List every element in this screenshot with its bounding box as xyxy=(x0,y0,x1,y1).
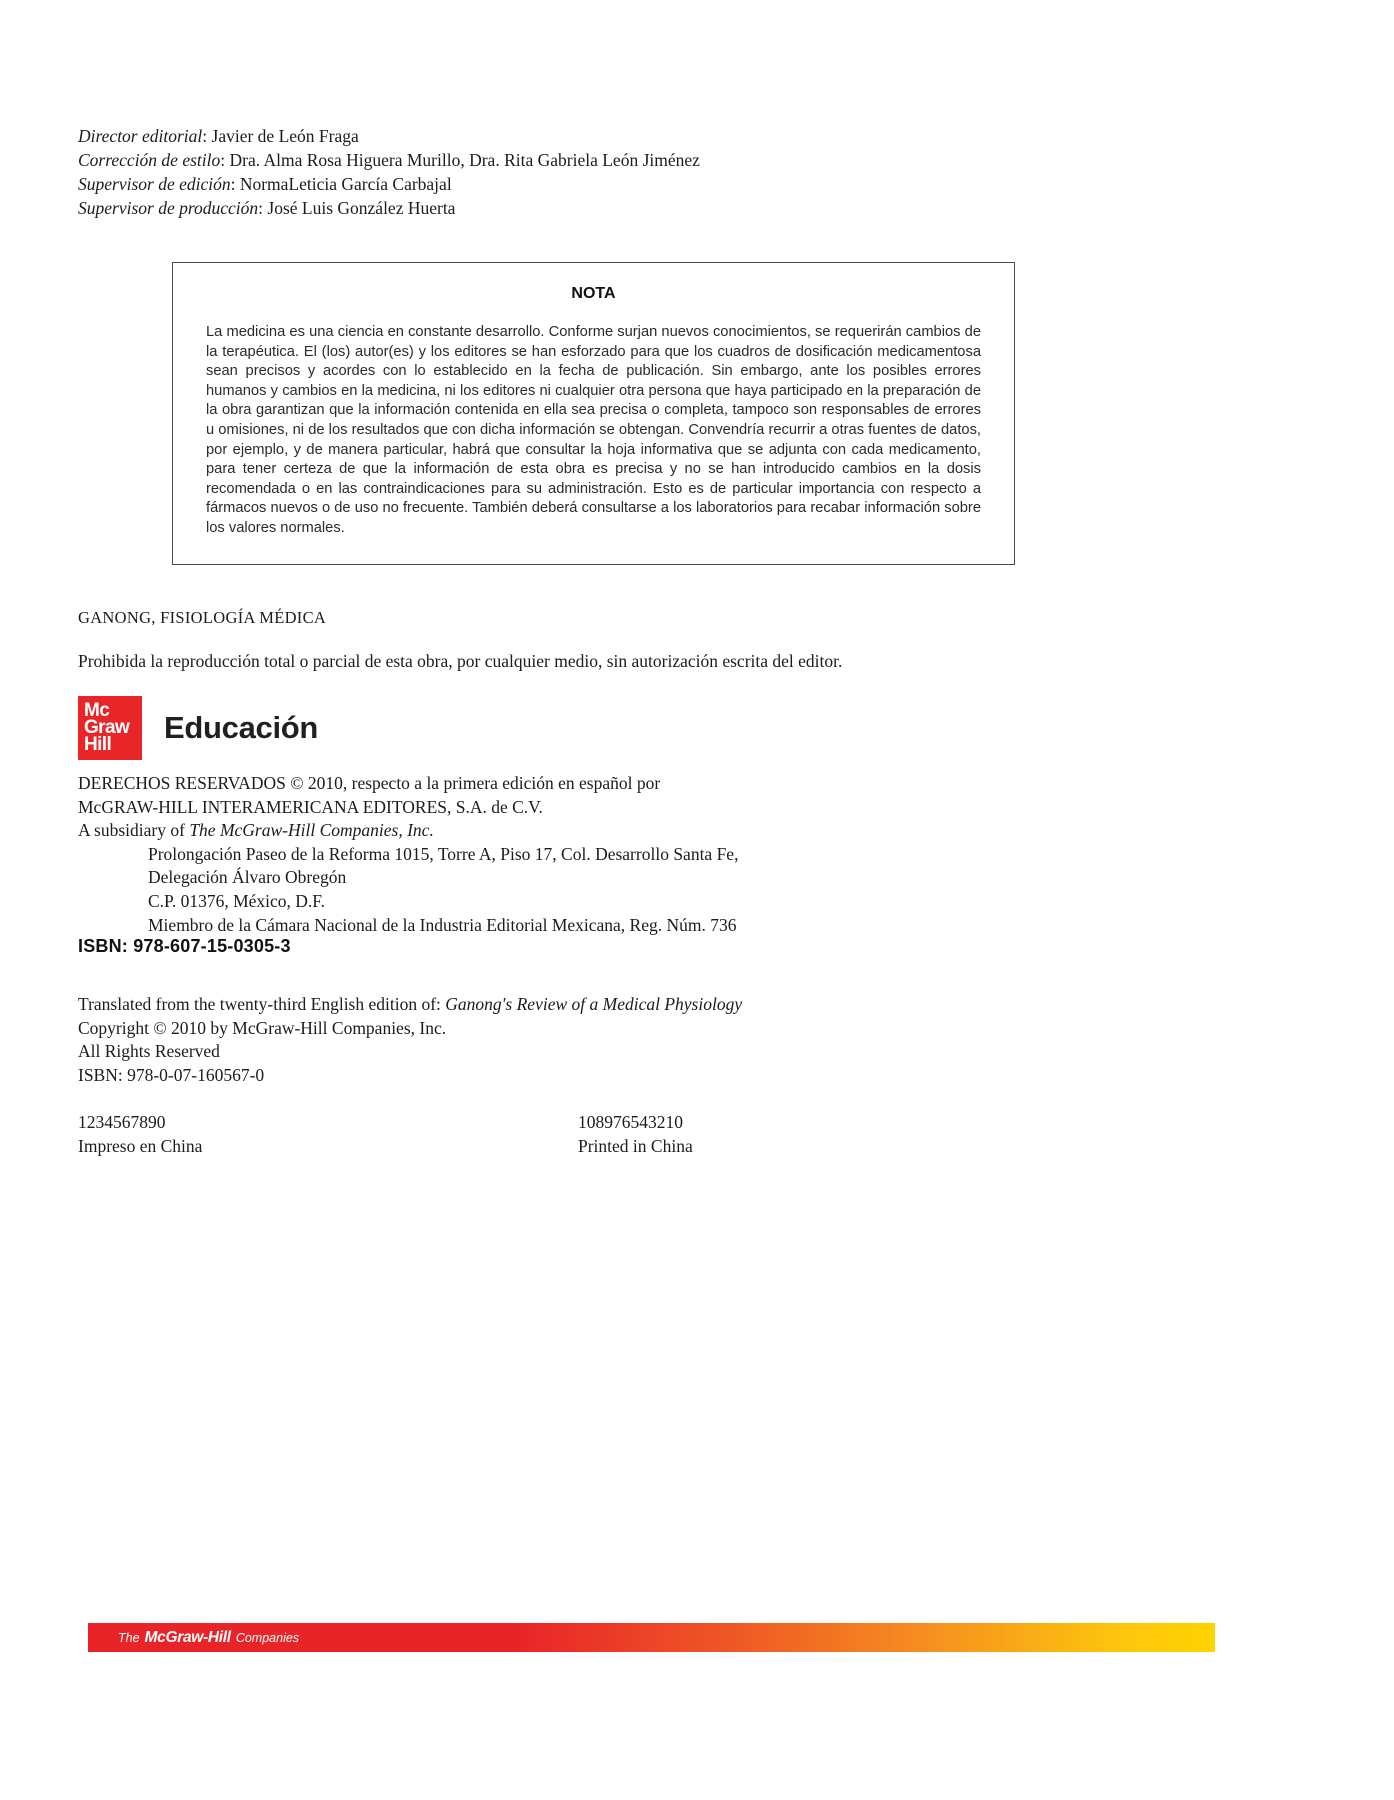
isbn-spanish-edition: ISBN: 978-607-15-0305-3 xyxy=(78,936,291,956)
publisher-logo-row xyxy=(78,696,318,760)
nota-title: NOTA xyxy=(571,285,616,302)
credit-value: : Javier de León Fraga xyxy=(202,126,359,146)
impreso-en-china: Impreso en China xyxy=(78,1136,203,1156)
credit-label: Supervisor de edición xyxy=(78,174,231,194)
credit-line xyxy=(78,196,700,220)
original-title: Ganong's Review of a Medical Physiology xyxy=(445,994,743,1014)
address-line: C.P. 01376, México, D.F. xyxy=(148,890,326,911)
credit-value: : José Luis González Huerta xyxy=(258,198,456,218)
copyright-english-line: Copyright © 2010 by McGraw-Hill Companies, Inc. xyxy=(78,1017,447,1038)
copyright-line xyxy=(78,819,738,843)
credit-label: Supervisor de producción xyxy=(78,198,259,218)
address-line: Miembro de la Cámara Nacional de la Industria Editorial Mexicana, Reg. Núm. 736 xyxy=(148,914,737,935)
editorial-credits xyxy=(78,124,700,220)
print-run-right xyxy=(578,1110,858,1158)
print-number-left: 1234567890 xyxy=(78,1112,166,1132)
subsidiary-prefix: A subsidiary of xyxy=(78,820,190,841)
nota-body-text: La medicina es una ciencia en constante desarrollo. Conforme surjan nuevos conocimientos, se requerirán cambios de la terapéutica. El (los) autor(es) y los editores se han esforzado para que los cuadros de dosificación medicamentosa sean precisos y acordes con lo establecido en la fecha de publicación. Sin embargo, ante los posibles errores humanos y cambios en la medicina, ni los editores ni cualquier otra persona que haya participado en la preparación de la obra garantizan que la información contenida en ella sea precisa o completa, tampoco son responsables de errores u omisiones, ni de los resultados que con dicha información se obtengan. Convendría recurrir a otras fuentes de datos, por ejemplo, y de manera particular, habrá que consultar la hoja informativa que se adjunta con cada medicamento, para tener certeza de que la información de esta obra es precisa y no se han introducido cambios en la dosis recomendada o en las contraindicaciones para su administración. Esto es de particular importancia con respecto a fármacos nuevos o de uso no frecuente. También deberá consultarse a los laboratorios para recabar información sobre los valores normales. xyxy=(206,324,981,536)
address-line: Prolongación Paseo de la Reforma 1015, Torre A, Piso 17, Col. Desarrollo Santa Fe, xyxy=(148,843,739,864)
mcgraw-hill-companies-banner xyxy=(88,1623,1215,1652)
print-run-info xyxy=(78,1110,858,1158)
nota-disclaimer-box xyxy=(172,262,1015,565)
credit-label: Corrección de estilo xyxy=(78,150,221,170)
subsidiary-company-name: The McGraw-Hill Companies, Inc. xyxy=(189,820,434,841)
print-number-right: 108976543210 xyxy=(578,1112,683,1132)
copyright-block xyxy=(78,772,738,937)
translated-from-prefix: Translated from the twenty-third English edition of: xyxy=(78,994,446,1014)
translation-block xyxy=(78,993,742,1087)
copyright-line: DERECHOS RESERVADOS © 2010, respecto a la primera edición en español por xyxy=(78,773,661,793)
print-run-left xyxy=(78,1110,578,1158)
credit-value: : NormaLeticia García Carbajal xyxy=(230,174,452,194)
logo-line-mc: Mc xyxy=(84,700,110,721)
copyright-line: McGRAW-HILL INTERAMERICANA EDITORES, S.A. de C.V. xyxy=(78,796,543,817)
credit-line xyxy=(78,124,700,148)
credit-label: Director editorial xyxy=(78,126,203,146)
rights-reserved-line: All Rights Reserved xyxy=(78,1041,220,1062)
credit-value: : Dra. Alma Rosa Higuera Murillo, Dra. Rita Gabriela León Jiménez xyxy=(220,150,700,170)
logo-brand-educacion: Educación xyxy=(164,710,319,745)
credit-line xyxy=(78,172,700,196)
credit-line xyxy=(78,148,700,172)
address-line: Delegación Álvaro Obregón xyxy=(148,867,347,888)
footer-brand: McGraw-Hill xyxy=(144,1628,231,1646)
footer-the: The xyxy=(118,1630,140,1645)
reproduction-notice: Prohibida la reproducción total o parcial de esta obra, por cualquier medio, sin autorización escrita del editor. xyxy=(78,651,843,671)
book-title: GANONG, FISIOLOGÍA MÉDICA xyxy=(78,608,327,627)
logo-line-graw: Graw xyxy=(84,717,130,738)
mcgraw-hill-logo-icon xyxy=(78,696,142,760)
isbn-english-edition: ISBN: 978-0-07-160567-0 xyxy=(78,1064,265,1085)
logo-line-hill: Hill xyxy=(84,734,112,755)
translated-from-line xyxy=(78,993,742,1017)
printed-in-china: Printed in China xyxy=(578,1136,693,1156)
footer-companies: Companies xyxy=(235,1630,300,1645)
